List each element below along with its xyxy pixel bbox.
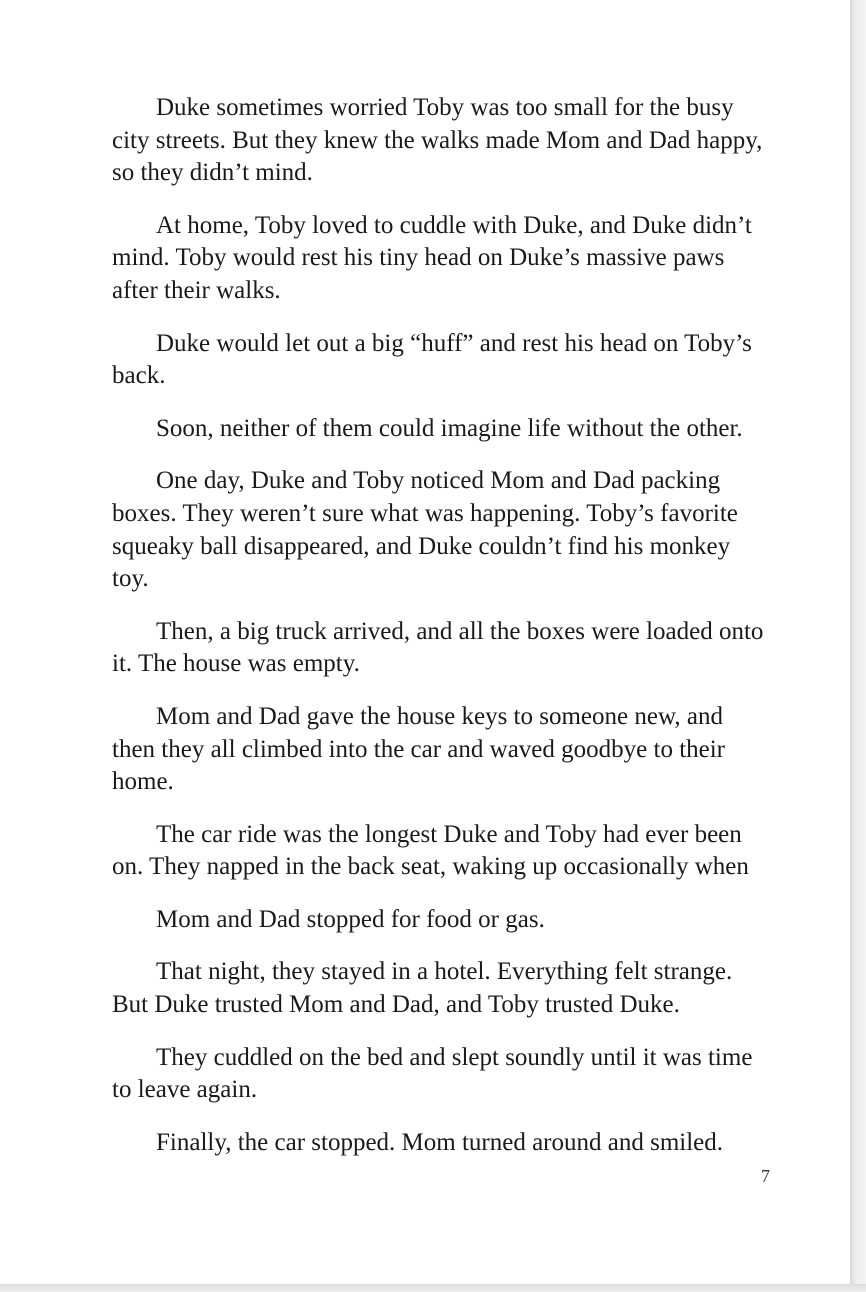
- paragraph: They cuddled on the bed and slept soundly until it was time to leave again.: [112, 1043, 753, 1104]
- paragraph: Then, a big truck arrived, and all the boxes were loaded onto it. The house was empty.: [112, 617, 764, 678]
- page-body-text: [112, 92, 772, 1179]
- paragraph: Duke sometimes worried Toby was too small for the busy city streets. But they knew the walks made Mom and Dad happy, so they didn’t mind.: [112, 94, 763, 187]
- page-edge-shadow-bottom: [0, 1284, 866, 1292]
- paragraph: Mom and Dad stopped for food or gas.: [156, 905, 545, 933]
- paragraph: Duke would let out a big “huff” and rest his head on Toby’s back.: [112, 329, 752, 390]
- paragraph: Mom and Dad gave the house keys to someone new, and then they all climbed into the car and waved goodbye to their home.: [112, 702, 726, 796]
- paragraph: Finally, the car stopped. Mom turned around and smiled.: [156, 1128, 724, 1156]
- page-edge-shadow: [850, 0, 866, 1292]
- paragraph: One day, Duke and Toby noticed Mom and Dad packing boxes. They weren’t sure what was happening. Toby’s favorite squeaky ball disappeared, and Duke couldn’t find his monkey toy.: [112, 467, 738, 593]
- page-number: 7: [761, 1166, 770, 1186]
- paragraph: At home, Toby loved to cuddle with Duke, and Duke didn’t mind. Toby would rest his tiny head on Duke’s massive paws after their walks.: [112, 211, 752, 304]
- paragraph: Soon, neither of them could imagine life without the other.: [156, 414, 743, 442]
- paragraph: That night, they stayed in a hotel. Everything felt strange. But Duke trusted Mom and Dad, and Toby trusted Duke.: [112, 958, 733, 1019]
- paragraph: The car ride was the longest Duke and Toby had ever been on. They napped in the back seat, waking up occasionally when: [112, 820, 749, 881]
